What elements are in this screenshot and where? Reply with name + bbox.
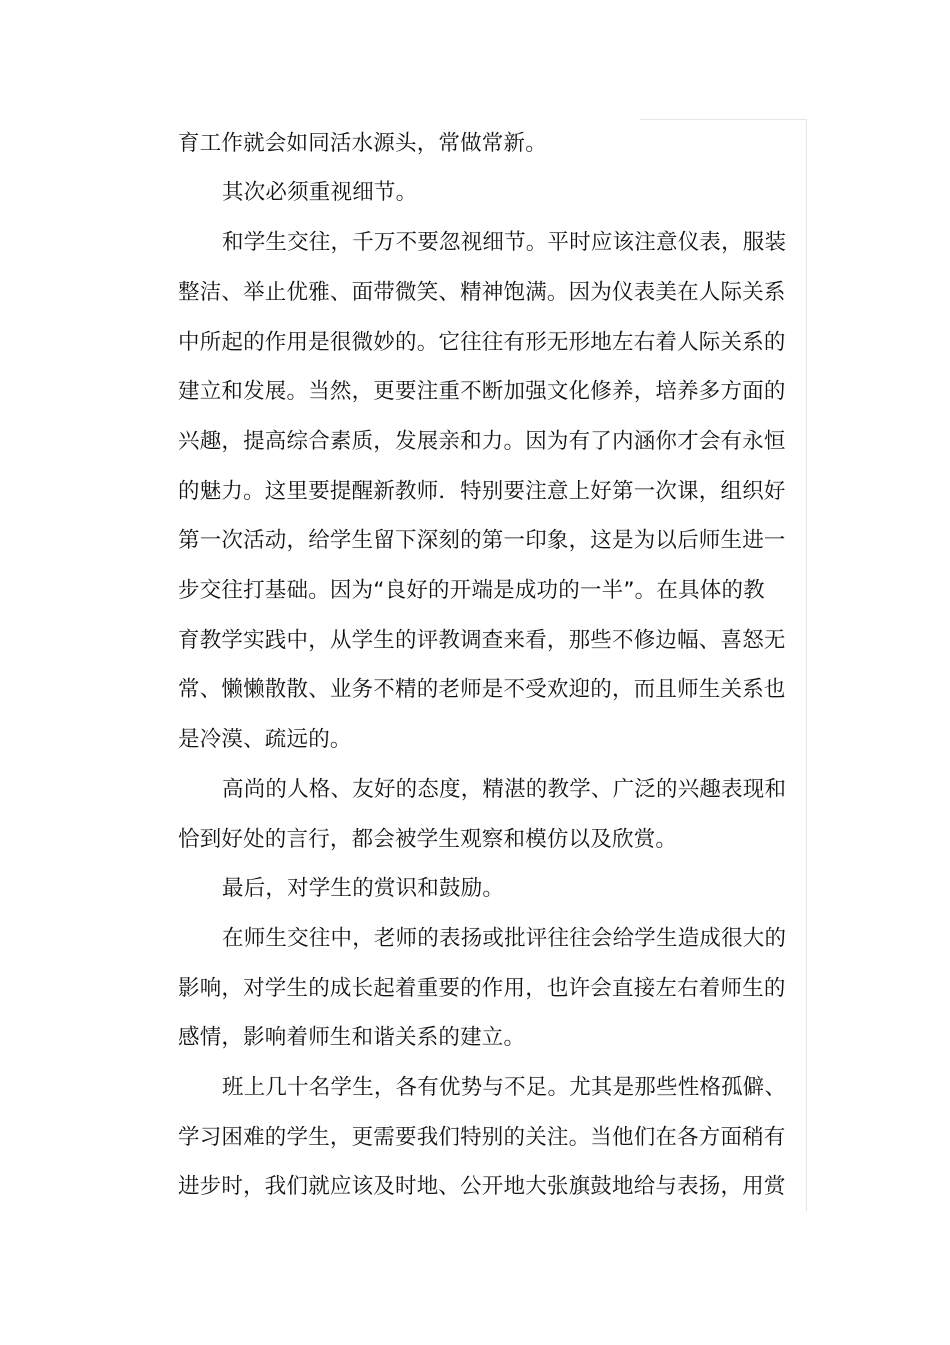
text-line-15: 恰到好处的言行，都会被学生观察和模仿以及欣赏。	[178, 827, 678, 852]
text-line-3: 和学生交往，千万不要忽视细节。平时应该注意仪表，服装	[222, 230, 787, 255]
text-line-16: 最后，对学生的赏识和鼓励。	[222, 876, 505, 901]
text-line-11: 育教学实践中，从学生的评教调查来看，那些不修边幅、喜怒无	[178, 628, 786, 653]
text-line-12: 常、懒懒散散、业务不精的老师是不受欢迎的，而且师生关系也	[178, 677, 786, 702]
text-line-17: 在师生交往中，老师的表扬或批评往往会给学生造成很大的	[222, 926, 787, 951]
text-line-4: 整洁、举止优雅、面带微笑、精神饱满。因为仪表美在人际关系	[178, 280, 786, 305]
text-line-2: 其次必须重视细节。	[222, 180, 418, 205]
text-line-14: 高尚的人格、友好的态度，精湛的教学、广泛的兴趣表现和	[222, 777, 787, 802]
text-line-18: 影响，对学生的成长起着重要的作用，也许会直接左右着师生的	[178, 976, 786, 1001]
text-line-8: 的魅力。这里要提醒新教师．特别要注意上好第一次课，组织好	[178, 479, 786, 504]
text-line-20: 班上几十名学生，各有优势与不足。尤其是那些性格孤僻、	[222, 1075, 787, 1100]
page-border-right	[806, 119, 807, 1211]
text-line-1: 育工作就会如同活水源头，常做常新。	[178, 131, 547, 156]
text-line-13: 是冷漠、疏远的。	[178, 727, 352, 752]
text-line-10: 步交往打基础。因为“良好的开端是成功的一半”。在具体的教	[178, 578, 765, 603]
text-line-6: 建立和发展。当然，更要注重不断加强文化修养，培养多方面的	[178, 379, 786, 404]
text-line-21: 学习困难的学生，更需要我们特别的关注。当他们在各方面稍有	[178, 1125, 786, 1150]
text-line-22: 进步时，我们就应该及时地、公开地大张旗鼓地给与表扬，用赏	[178, 1174, 786, 1199]
text-line-7: 兴趣，提高综合素质，发展亲和力。因为有了内涵你才会有永恒	[178, 429, 786, 454]
text-line-9: 第一次活动，给学生留下深刻的第一印象，这是为以后师生进一	[178, 528, 786, 553]
text-line-5: 中所起的作用是很微妙的。它往往有形无形地左右着人际关系的	[178, 330, 786, 355]
page-border-top	[640, 119, 807, 120]
text-line-19: 感情，影响着师生和谐关系的建立。	[178, 1025, 526, 1050]
